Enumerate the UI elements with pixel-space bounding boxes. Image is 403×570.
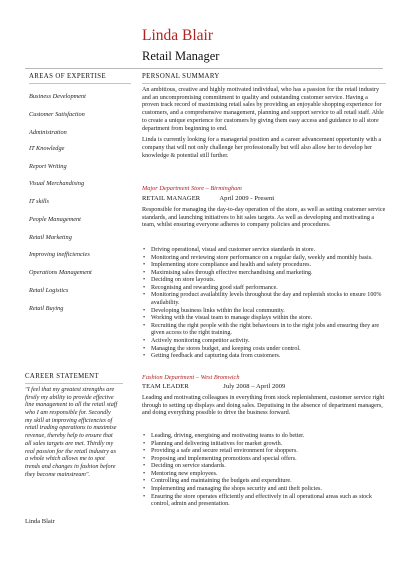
expertise-item: Business Development [29,93,86,100]
job-description: Leading and motivating colleagues in everything from stock replenishment, customer service right through to setting up displays and doing sales. Deputising in the absence of department managers, and doing everything possible to drive the business forward. [142,395,385,417]
bullet-text: Monitoring and reviewing store performance on a regular daily, weekly and monthly basis. [151,254,373,261]
bullet-text: Managing the stores budget, and keeping costs under control. [151,345,301,352]
job-bullet-item [142,346,386,354]
expertise-item: Customer Satisfaction [29,111,85,118]
summary-section [142,87,386,160]
bullet-text: Monitoring product availability levels throughout the day and replenish stocks to ensure 100% availability. [151,292,382,307]
job-role [142,195,274,202]
job-bullet-item [142,448,386,456]
expertise-item: Retail Marketing [29,234,72,241]
job-bullet-item [142,463,386,471]
expertise-item: IT skills [29,198,50,205]
expertise-item: Retail Buying [29,305,64,312]
expertise-item: People Management [29,216,81,223]
job-bullet-item [142,323,386,338]
career-divider [25,383,123,384]
bullet-icon: • [143,292,146,299]
job-role [142,383,285,390]
job-bullet-item [142,292,386,307]
bullet-text: Implementing and managing the shops security and anti theft policies. [151,486,322,493]
signature-name: Linda Blair [25,518,55,525]
job-bullet-item [142,478,386,486]
bullet-icon: • [143,470,146,477]
employer-title: Fashion Department – West Bromwich [142,374,240,381]
bullet-text: Planning and delivering initiatives for market growth. [151,440,283,447]
job-bullet-list [142,247,386,361]
job-bullet-item [142,247,386,255]
bullet-text: Providing a safe and secure retail environment for shoppers. [151,448,298,455]
candidate-name: Linda Blair [142,27,214,44]
bullet-icon: • [143,277,146,284]
expertise-item: Operations Management [29,269,92,276]
bullet-icon: • [143,455,146,462]
bullet-icon: • [143,433,146,439]
bullet-text: Working with the visual team to manage displays within the store. [151,315,313,322]
bullet-icon: • [143,254,146,261]
bullet-text: Ensuring the store operates efficiently and effectively in all operational areas such as stock control, admin and presentation. [151,493,372,508]
job-bullet-item [142,433,386,441]
bullet-icon: • [143,322,146,329]
summary-paragraph: Linda is currently looking for a managerial position and a career advancement opportunity with a company that will not only challenge her professionally but will also allow her to develop her knowledge & potential still further. [142,137,382,159]
job-description: Responsible for managing the day-to-day operation of the store, as well as setting customer service standards, and launching initiatives to hit sales targets. As well as developing and motivating a team, whilst ensuring everyone adheres to company policies and procedures. [142,207,386,229]
bullet-text: Mentoring new employees. [151,470,218,477]
job-bullet-item [142,494,386,509]
bullet-icon: • [143,345,146,352]
bullet-icon: • [143,463,146,470]
job-bullet-item [142,277,386,285]
bullet-icon: • [143,262,146,269]
job-title-heading: Retail Manager [142,49,220,63]
bullet-text: Deciding on store layouts. [151,277,215,284]
job-bullet-item [142,456,386,464]
bullet-text: Leading, driving, energising and motivating teams to do better. [151,433,305,439]
bullet-icon: • [143,307,146,314]
bullet-icon: • [143,269,146,276]
expertise-item: Report Writing [29,163,67,170]
expertise-divider [29,83,131,84]
bullet-text: Getting feedback and capturing data from customers. [151,353,281,360]
job-bullet-item [142,338,386,346]
bullet-text: Deciding on service standards. [151,463,226,470]
bullet-text: Recognising and rewarding good staff performance. [151,284,278,291]
bullet-icon: • [143,448,146,455]
employer-title: Major Department Store – Birmingham [142,185,242,192]
job-bullet-item [142,471,386,479]
expertise-item: Retail Logistics [29,287,69,294]
job-dates: April 2009 - Present [219,195,275,202]
career-heading: CAREER STATEMENT [25,373,100,380]
summary-divider [142,83,386,84]
summary-heading: PERSONAL SUMMARY [142,73,220,80]
job-dates: July 2008 – April 2009 [223,383,286,390]
bullet-text: Implementing store compliance and health and safety procedures. [151,262,312,269]
bullet-icon: • [143,440,146,447]
bullet-icon: • [143,284,146,291]
career-statement: "I feel that my greatest strengths are firstly my ability to provide effective line management to all the retail staff who I am responsible for. Secondly my skill at improving efficiencies of retail trading operations to maximise revenue, thereby help to ensure that all sales targets are met. Thirdly my real passion for the retail industry as a whole which allows me to spot trends and changes in fashion before they become mainstream". [25,387,118,478]
bullet-text: Actively monitoring competitor activity. [151,337,250,344]
job-bullet-item [142,285,386,293]
job-bullet-item [142,486,386,494]
summary-paragraph: An ambitious, creative and highly motivated individual, who has a passion for the retail industry and an uncompromising commitment to quality and outstanding customer service. Having a proven track record of maximising retail sales by providing an enjoyable shopping experience for customers, and a comprehensive management, planning and support service to all retail staff. Able to create a unique experience for customers by giving them easy access and guidance to all store department from beginning to end. [142,87,384,132]
bullet-text: Maximising sales through effective merchandising and marketing. [151,269,313,276]
expertise-item: Improving inefficiencies [29,251,90,258]
expertise-heading: AREAS OF EXPERTISE [29,73,107,80]
expertise-item: IT Knowledge [29,145,65,152]
bullet-icon: • [143,486,146,493]
job-role-name: RETAIL MANAGER [142,195,201,202]
job-bullet-item [142,315,386,323]
bullet-icon: • [143,493,146,500]
bullet-text: Driving operational, visual and customer service standards in store. [151,247,316,253]
expertise-item: Visual Merchandising [29,180,85,187]
job-bullet-item [142,270,386,278]
bullet-icon: • [143,247,146,253]
job-bullet-item [142,262,386,270]
job-role-name: TEAM LEADER [142,383,189,390]
bullet-icon: • [143,315,146,322]
job-bullet-list [142,433,386,509]
bullet-icon: • [143,337,146,344]
bullet-text: Proposing and implementing promotions and special offers. [151,455,297,462]
bullet-text: Developing business links within the local community. [151,307,285,314]
bullet-text: Recruiting the right people with the right behaviours in to the right jobs and ensuring they are given access to the right training. [151,322,380,337]
job-bullet-item [142,353,386,361]
header-divider [25,68,383,69]
expertise-item: Administration [29,129,67,136]
bullet-icon: • [143,353,146,360]
bullet-text: Controlling and maintaining the budgets and expenditure. [151,478,292,485]
job-bullet-item [142,308,386,316]
bullet-icon: • [143,478,146,485]
